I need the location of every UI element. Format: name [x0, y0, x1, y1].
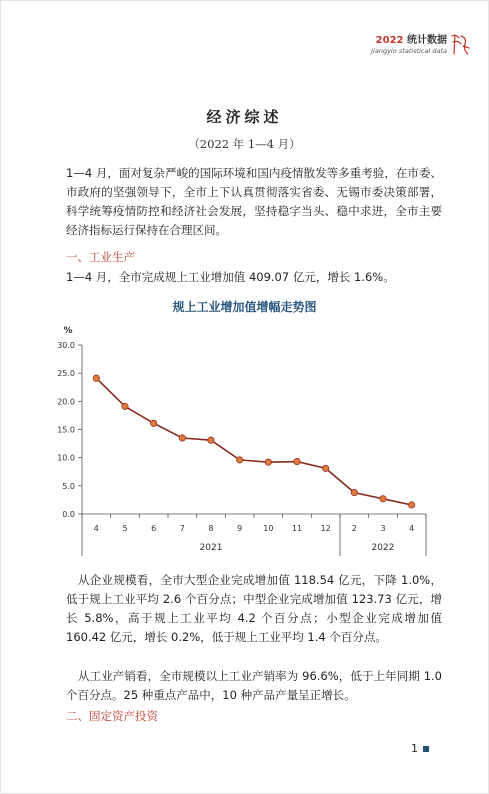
brand-subtitle: Jiangyin statistical data	[371, 47, 447, 55]
x-tick-label: 8	[208, 524, 214, 533]
data-point	[122, 403, 128, 409]
data-point	[150, 420, 156, 426]
line-chart	[40, 318, 440, 563]
data-point	[208, 437, 214, 443]
x-tick-label: 4	[409, 524, 415, 533]
chart-title: 规上工业增加值增幅走势图	[172, 300, 317, 314]
data-point	[294, 458, 300, 464]
industry-summary: 1—4 月，全市完成规上工业增加值 409.07 亿元，增长 1.6%。	[66, 270, 395, 284]
y-tick-label: 30.0	[57, 341, 75, 350]
section-heading-investment: 二、固定资产投资	[66, 709, 158, 723]
brand-title-text: 统计数据	[407, 35, 447, 46]
data-point	[322, 465, 328, 471]
page-number	[411, 742, 429, 755]
calligraphy-logo-icon	[449, 32, 471, 58]
brand-title	[371, 36, 447, 46]
brand-header	[371, 36, 447, 55]
data-point	[265, 459, 271, 465]
x-tick-label: 3	[380, 524, 386, 533]
x-tick-label: 12	[320, 524, 331, 533]
y-tick-label: 25.0	[57, 369, 75, 379]
intro-paragraph: 1—4 月，面对复杂严峻的国际环境和国内疫情散发等多重考验，在市委、市政府的坚强领导下，全市上下认真贯彻落实省委、无锡市委决策部署，科学统筹疫情防控和经济社会发展，坚持稳字当头、稳中求进，全市主要经济指标运行保持在合理区间。	[66, 166, 442, 237]
data-point	[236, 457, 242, 463]
group-label: 2022	[371, 543, 395, 553]
group-label: 2021	[199, 543, 223, 553]
y-axis-unit: %	[63, 326, 73, 336]
page-number-text: 1	[411, 742, 418, 755]
brand-year: 2022	[375, 35, 404, 46]
sales-paragraph: 从工业产销看，全市规模以上工业产销率为 96.6%，低于上年同期 1.0 个百分点。25 种重点产品中，10 种产品产量呈正增长。	[66, 669, 442, 702]
x-tick-label: 4	[93, 524, 99, 533]
y-tick-label: 15.0	[57, 425, 75, 435]
x-tick-label: 6	[151, 524, 157, 533]
page-title: 经济综述	[206, 108, 283, 126]
data-point	[179, 435, 185, 441]
y-tick-label: 10.0	[57, 453, 75, 463]
data-point	[93, 375, 99, 381]
section-heading-industry: 一、工业生产	[66, 250, 135, 264]
x-tick-label: 5	[122, 524, 128, 533]
scale-paragraph: 从企业规模看，全市大型企业完成增加值 118.54 亿元，下降 1.0%，低于规上工业平均 2.6 个百分点；中型企业完成增加值 123.73 亿元，增长 5.8%，高于规上工业平均 4.2 个百分点；小型企业完成增加值 160.42 亿元，增长 0.2%，低于规上工业平均 1.4 个百分点。	[66, 573, 442, 644]
y-tick-label: 0.0	[62, 510, 75, 519]
x-tick-label: 7	[179, 524, 185, 533]
x-tick-label: 11	[291, 524, 303, 533]
data-point	[351, 489, 357, 495]
page-number-square-icon	[423, 746, 429, 752]
page-subtitle: （2022 年 1—4 月）	[188, 137, 301, 151]
series-line	[96, 378, 411, 505]
data-point	[408, 502, 414, 508]
x-tick-label: 10	[263, 524, 274, 533]
y-tick-label: 20.0	[57, 397, 75, 407]
y-tick-label: 5.0	[62, 481, 75, 491]
data-point	[380, 496, 386, 502]
x-tick-label: 9	[237, 524, 243, 533]
x-tick-label: 2	[351, 524, 357, 533]
